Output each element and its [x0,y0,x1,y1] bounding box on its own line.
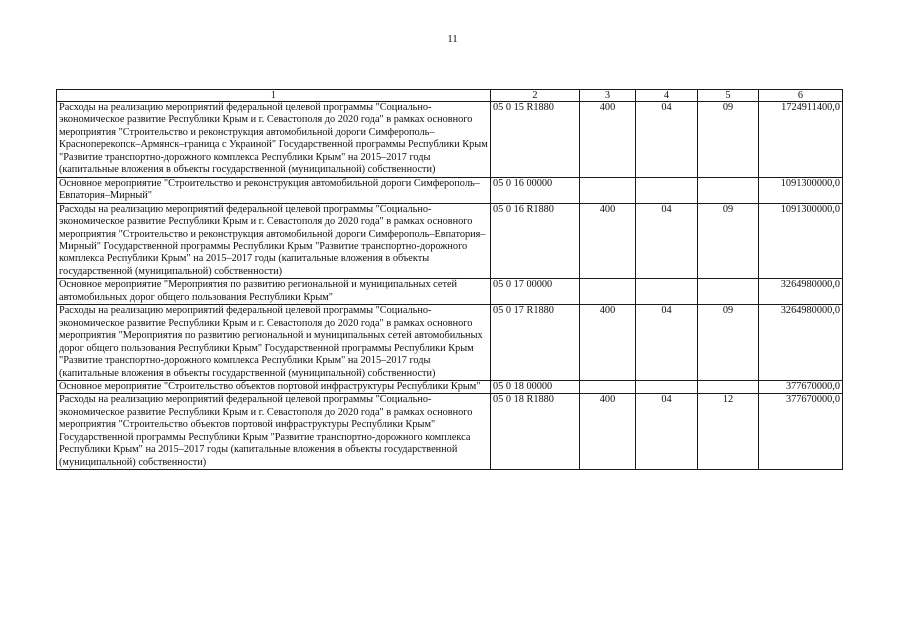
column-header: 3 [580,90,636,102]
table-row [57,203,843,279]
row-col4: 04 [636,305,698,381]
table-row [57,380,843,393]
row-col3: 400 [580,203,636,279]
table-row [57,102,843,178]
row-col5: 12 [698,394,759,470]
table-row [57,305,843,381]
row-col3 [580,279,636,305]
row-sum: 1091300000,0 [759,203,843,279]
row-col3: 400 [580,305,636,381]
table-row [57,279,843,305]
row-col4 [636,279,698,305]
table-row [57,394,843,470]
row-sum: 377670000,0 [759,394,843,470]
column-header: 2 [491,90,580,102]
row-col5 [698,177,759,203]
column-header: 6 [759,90,843,102]
row-col4 [636,380,698,393]
row-code: 05 0 17 00000 [491,279,580,305]
row-description: Основное мероприятие "Строительство объектов портовой инфраструктуры Республики Крым" [57,380,491,393]
row-col4: 04 [636,394,698,470]
row-code: 05 0 17 R1880 [491,305,580,381]
column-header: 5 [698,90,759,102]
row-code: 05 0 18 00000 [491,380,580,393]
row-sum: 3264980000,0 [759,305,843,381]
row-sum: 3264980000,0 [759,279,843,305]
row-description: Расходы на реализацию мероприятий федеральной целевой программы "Социально-экономическое развитие Республики Крым и г. Севастополя до 2020 года" в рамках основного мероприятия "Строительство объектов портовой инфраструктуры Республики Крым" Государственной программы Республики Крым "Развитие транспортно-дорожного комплекса Республики Крым" на 2015–2017 годы (капитальные вложения в объекты государственной (муниципальной) собственности) [57,394,491,470]
row-col5: 09 [698,102,759,178]
row-col3: 400 [580,394,636,470]
table-header-row [57,90,843,102]
row-code: 05 0 16 00000 [491,177,580,203]
row-description: Расходы на реализацию мероприятий федеральной целевой программы "Социально-экономическое развитие Республики Крым и г. Севастополя до 2020 года" в рамках основного мероприятия "Мероприятия по развитию региональной и муниципальных сетей автомобильных дорог общего пользования Республики Крым" Государственной программы Республики Крым "Развитие транспортно-дорожного комплекса Республики Крым" на 2015–2017 годы (капитальные вложения в объекты государственной (муниципальной) собственности) [57,305,491,381]
page-number: 11 [447,33,458,45]
budget-table [56,89,843,470]
row-col5 [698,380,759,393]
row-code: 05 0 18 R1880 [491,394,580,470]
row-sum: 1091300000,0 [759,177,843,203]
row-description: Расходы на реализацию мероприятий федеральной целевой программы "Социально-экономическое развитие Республики Крым и г. Севастополя до 2020 года" в рамках основного мероприятия "Строительство и реконструкция автомобильной дороги Симферополь–Красноперекопск–Армянск–граница с Украиной" Государственной программы Республики Крым "Развитие транспортно-дорожного комплекса Республики Крым" на 2015–2017 годы (капитальные вложения в объекты государственной (муниципальной) собственности) [57,102,491,178]
row-code: 05 0 15 R1880 [491,102,580,178]
row-sum: 1724911400,0 [759,102,843,178]
row-col5: 09 [698,203,759,279]
table-row [57,177,843,203]
row-description: Основное мероприятие "Мероприятия по развитию региональной и муниципальных сетей автомобильных дорог общего пользования Республики Крым" [57,279,491,305]
row-col3 [580,177,636,203]
row-code: 05 0 16 R1880 [491,203,580,279]
row-sum: 377670000,0 [759,380,843,393]
row-col4 [636,177,698,203]
row-description: Расходы на реализацию мероприятий федеральной целевой программы "Социально-экономическое развитие Республики Крым и г. Севастополя до 2020 года" в рамках основного мероприятия "Строительство и реконструкция автомобильной дороги Симферополь–Евпатория–Мирный" Государственной программы Республики Крым "Развитие транспортно-дорожного комплекса Республики Крым" на 2015–2017 годы (капитальные вложения в объекты государственной (муниципальной) собственности) [57,203,491,279]
column-header: 1 [57,90,491,102]
row-col3: 400 [580,102,636,178]
row-col5: 09 [698,305,759,381]
row-col4: 04 [636,102,698,178]
row-description: Основное мероприятие "Строительство и реконструкция автомобильной дороги Симферополь–Евпатория–Мирный" [57,177,491,203]
row-col4: 04 [636,203,698,279]
row-col5 [698,279,759,305]
row-col3 [580,380,636,393]
column-header: 4 [636,90,698,102]
